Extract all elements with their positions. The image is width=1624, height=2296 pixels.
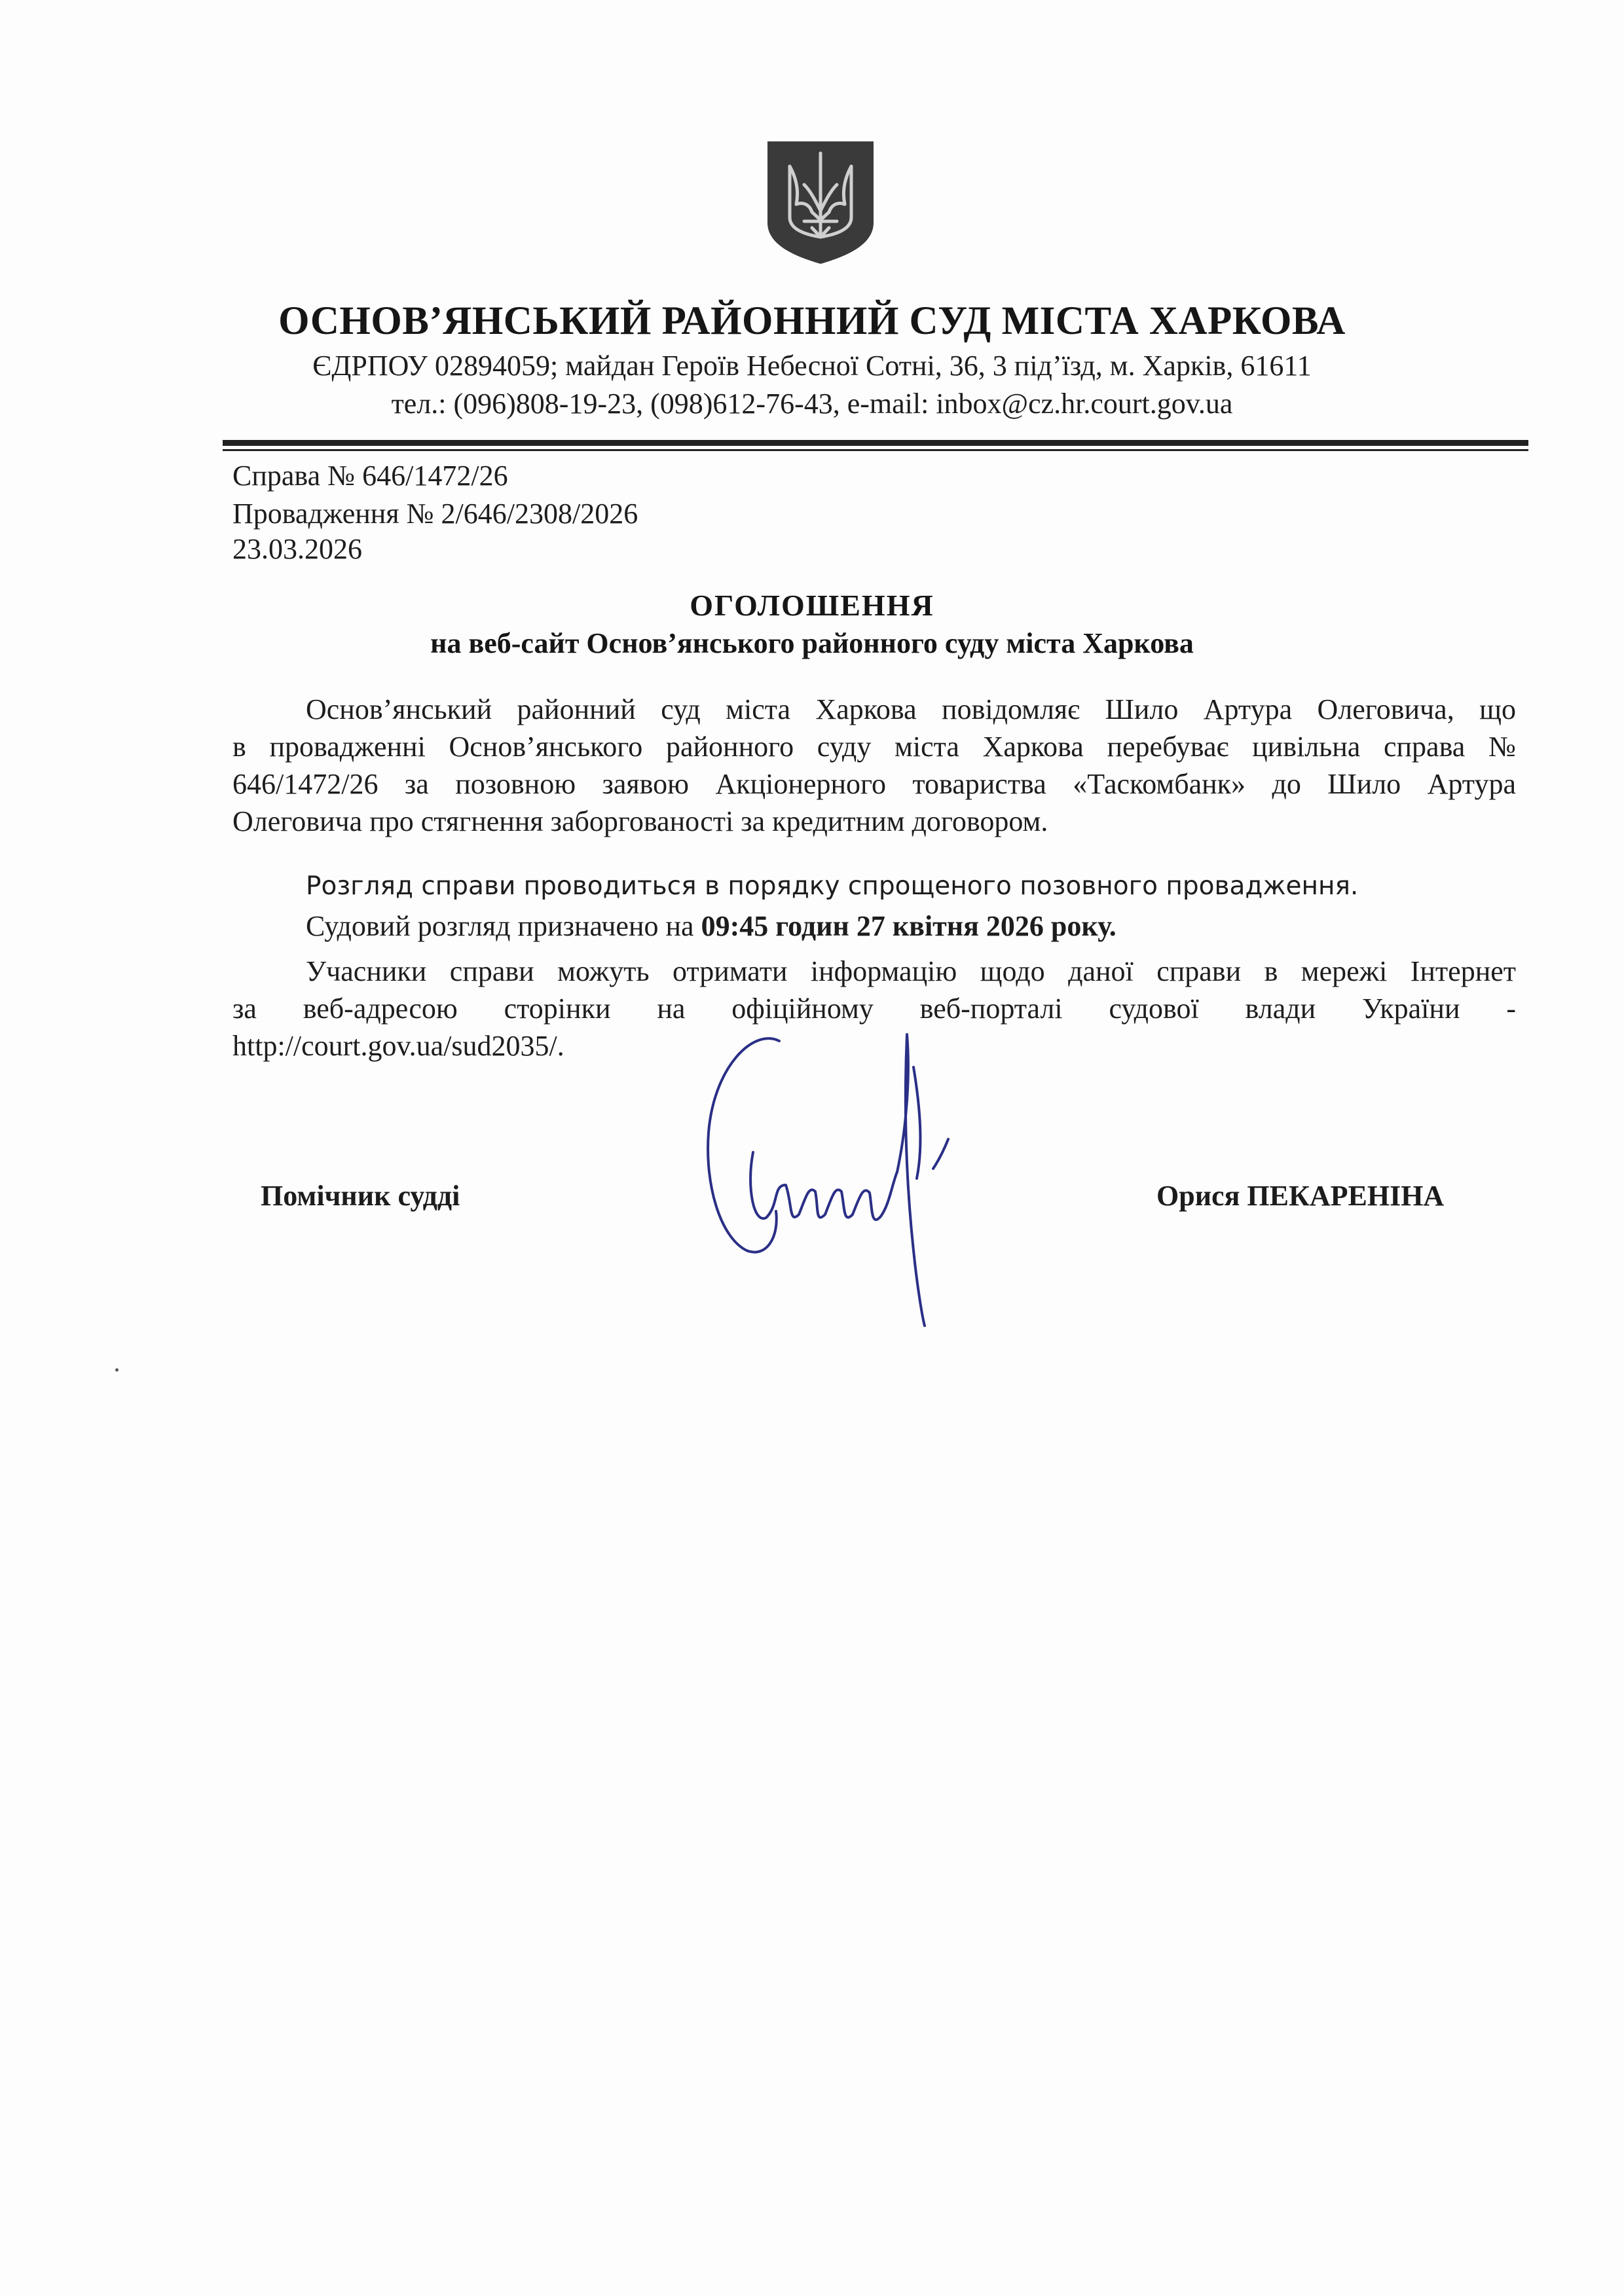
coat-of-arms-icon: [765, 139, 876, 266]
paragraph-procedure: Розгляд справи проводиться в порядку спрощеного позовного провадження.: [306, 871, 1359, 901]
paragraph-line: Основ’янський районний суд міста Харкова повідомляє Шило Артура Олеговича, що: [306, 693, 1516, 725]
signatory-name: Орися ПЕКАРЕНІНА: [1156, 1180, 1445, 1212]
paragraph-hearing: [306, 907, 1589, 945]
handwritten-signature: [681, 989, 969, 1329]
document-date: 23.03.2026: [232, 533, 362, 565]
proceeding-number: Провадження № 2/646/2308/2026: [232, 498, 638, 530]
hearing-datetime: 09:45 годин 27 квітня 2026 року.: [701, 910, 1116, 942]
paragraph-line: 646/1472/26 за позовною заявою Акціонерного товариства «Таскомбанк» до Шило Артура: [232, 768, 1516, 800]
paragraph-line: Учасники справи можуть отримати інформацію щодо даної справи в мережі Інтернет: [306, 955, 1516, 987]
case-number: Справа № 646/1472/26: [232, 460, 508, 492]
header-divider-thick: [223, 440, 1528, 446]
paragraph-notice: [232, 691, 1516, 840]
court-name: ОСНОВ’ЯНСЬКИЙ РАЙОННИЙ СУД МІСТА ХАРКОВА: [278, 299, 1346, 343]
header-divider-thin: [223, 449, 1528, 451]
court-address: ЄДРПОУ 02894059; майдан Героїв Небесної Сотні, 36, 3 під’їзд, м. Харків, 61611: [312, 350, 1312, 382]
paragraph-line: в провадженні Основ’янського районного суду міста Харкова перебуває цивільна справа №: [232, 731, 1516, 763]
court-contacts: тел.: (096)808-19-23, (098)612-76-43, e-mail: inbox@cz.hr.court.gov.ua: [391, 388, 1233, 420]
announcement-title: ОГОЛОШЕННЯ: [690, 589, 934, 622]
paragraph-line: за веб-адресою сторінки на офіційному веб-порталі судової влади України -: [232, 993, 1516, 1025]
signatory-position: Помічник судді: [261, 1180, 460, 1212]
paragraph-line: Олеговича про стягнення заборгованості за кредитним договором.: [232, 805, 1048, 837]
announcement-subtitle: на веб-сайт Основ’янського районного суду міста Харкова: [430, 627, 1194, 659]
scan-speck: [115, 1368, 119, 1372]
court-website-link: http://court.gov.ua/sud2035/.: [232, 1030, 564, 1062]
hearing-prefix: Судовий розгляд призначено на: [306, 910, 701, 942]
